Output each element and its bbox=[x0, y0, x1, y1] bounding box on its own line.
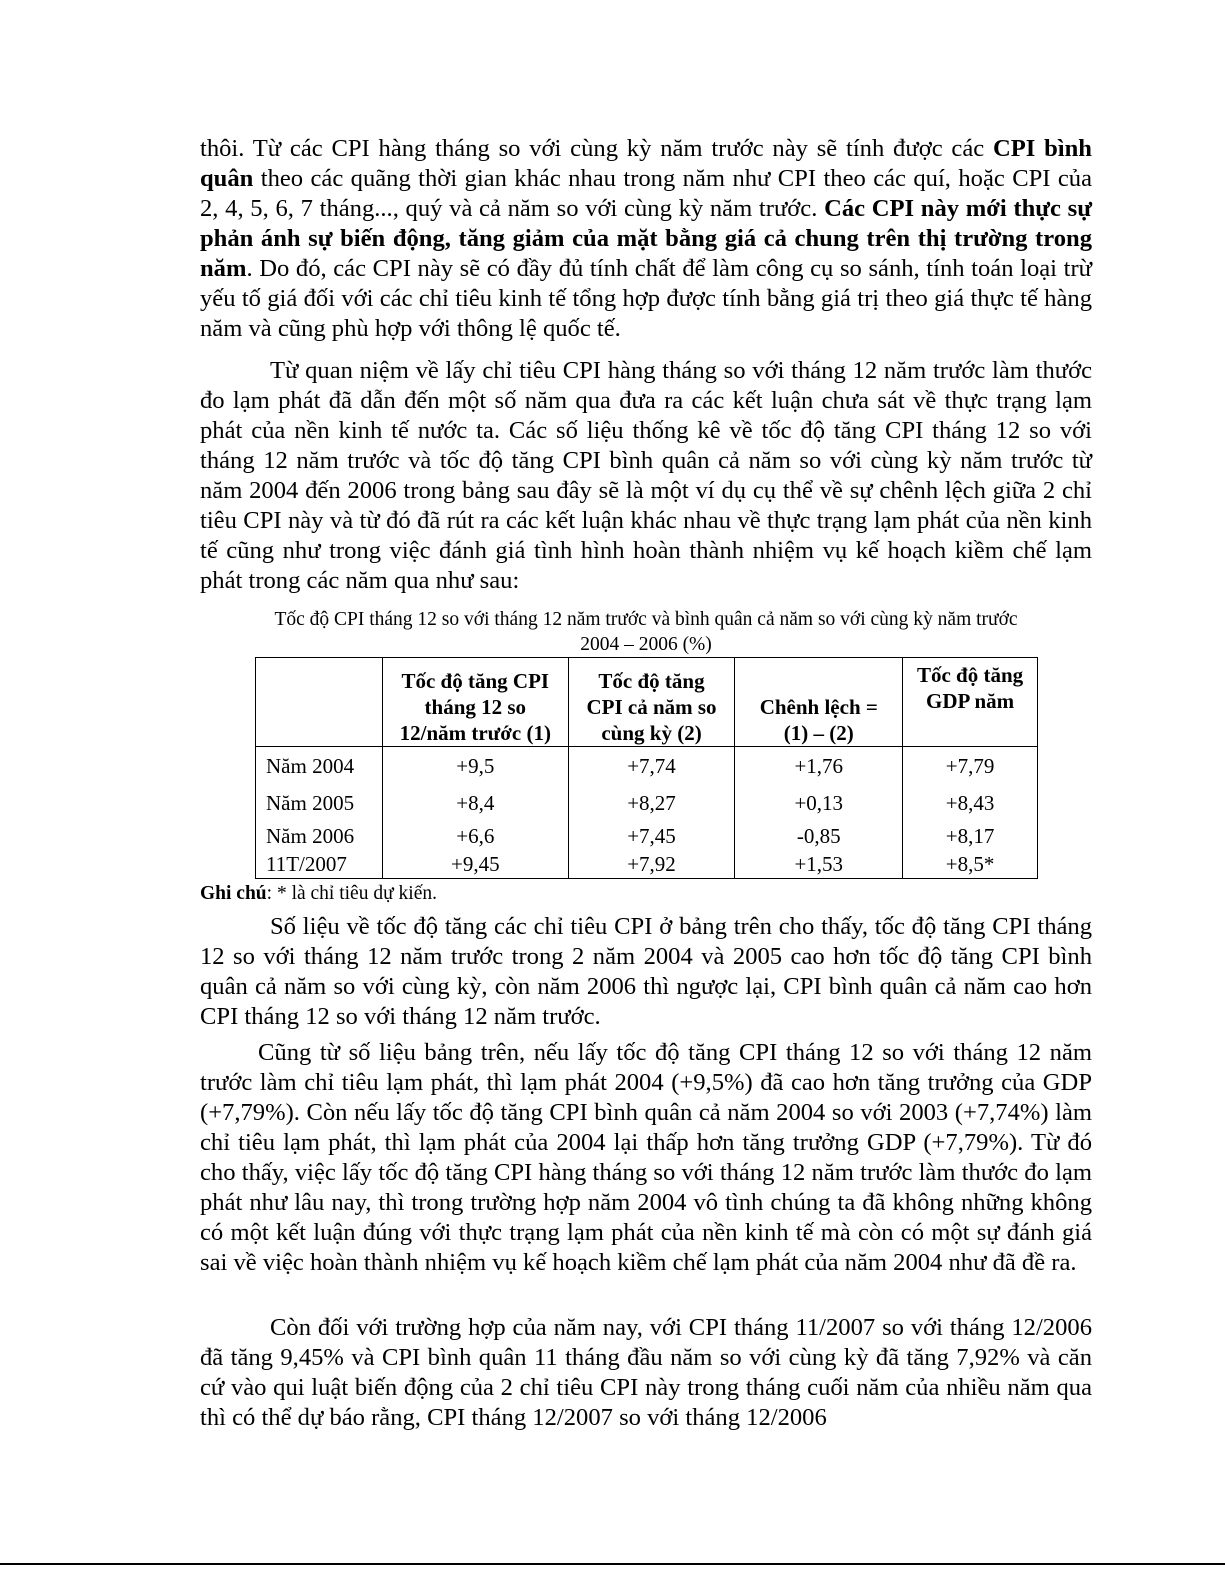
para1-text-3: . Do đó, các CPI này sẽ có đầy đủ tính chất để làm công cụ so sánh, tính toán loại trừ yếu tố giá đối với các chỉ tiêu kinh tế tổng hợp được tính bằng giá trị theo giá thực tế hàng năm và cũng phù hợp với thông lệ quốc tế. bbox=[200, 255, 1092, 342]
paragraph-cpi-average bbox=[200, 134, 1092, 344]
cell-difference: +1,53 bbox=[735, 851, 903, 879]
cell-difference: -0,85 bbox=[735, 821, 903, 851]
note-text: : * là chỉ tiêu dự kiến. bbox=[266, 883, 437, 904]
row-label: Năm 2005 bbox=[256, 785, 383, 821]
table-note bbox=[200, 882, 437, 906]
table-row bbox=[256, 785, 1038, 821]
cell-gdp: +7,79 bbox=[903, 747, 1038, 785]
paragraph-current-year: Còn đối với trường hợp của năm nay, với CPI tháng 11/2007 so với tháng 12/2006 đã tăng 9,45% và CPI bình quân 11 tháng đầu năm so với cùng kỳ đã tăng 7,92% và căn cứ vào qui luật biến động của 2 chỉ tiêu CPI này trong tháng cuối năm của nhiều năm qua thì có thể dự báo rằng, CPI tháng 12/2007 so với tháng 12/2006 bbox=[200, 1314, 1092, 1431]
table-caption-line-2: 2004 – 2006 (%) bbox=[580, 634, 712, 655]
table-header-row bbox=[256, 658, 1038, 747]
cell-cpi-dec: +9,45 bbox=[382, 851, 568, 879]
cell-gdp: +8,43 bbox=[903, 785, 1038, 821]
para1-bold-1: CPI bình quân bbox=[200, 135, 1092, 192]
para1-bold-2: Các CPI này mới thực sự phản ánh sự biến động, tăng giảm của mặt bằng giá cả chung trên thị trường trong năm bbox=[200, 195, 1093, 282]
row-label: Năm 2004 bbox=[256, 747, 383, 785]
cell-cpi-dec: +6,6 bbox=[382, 821, 568, 851]
page-bottom-rule bbox=[0, 1563, 1225, 1565]
cell-cpi-year: +7,92 bbox=[568, 851, 735, 879]
para1-text-2: theo các quãng thời gian khác nhau trong năm như CPI theo các quí, hoặc CPI của 2, 4, 5, 6, 7 tháng..., quý và cả năm so với cùng kỳ năm trước. bbox=[200, 165, 1092, 222]
header-difference: Chênh lệch = (1) – (2) bbox=[735, 658, 903, 747]
header-empty bbox=[256, 658, 383, 747]
table-row bbox=[256, 821, 1038, 851]
table-caption-line-1: Tốc độ CPI tháng 12 so với tháng 12 năm trước và bình quân cả năm so với cùng kỳ năm trước bbox=[274, 609, 1018, 630]
cell-difference: +1,76 bbox=[735, 747, 903, 785]
header-cpi-dec: Tốc độ tăng CPI tháng 12 so 12/năm trước (1) bbox=[382, 658, 568, 747]
paragraph-inflation-measure: Từ quan niệm về lấy chỉ tiêu CPI hàng tháng so với tháng 12 năm trước làm thước đo lạm phát đã dẫn đến một số năm qua đưa ra các kết luận chưa sát về thực trạng lạm phát của nền kinh tế nước ta. Các số liệu thống kê về tốc độ tăng CPI tháng 12 so với tháng 12 năm trước và tốc độ tăng CPI bình quân cả năm so với cùng kỳ năm trước từ năm 2004 đến 2006 trong bảng sau đây sẽ là một ví dụ cụ thể về sự chênh lệch giữa 2 chỉ tiêu CPI này và từ đó đã rút ra các kết luận khác nhau về thực trạng lạm phát của nền kinh tế cũng như trong việc đánh giá tình hình hoàn thành nhiệm vụ kế hoạch kiềm chế lạm phát trong các năm qua như sau: bbox=[200, 357, 1092, 594]
cell-cpi-dec: +9,5 bbox=[382, 747, 568, 785]
cell-difference: +0,13 bbox=[735, 785, 903, 821]
paragraph-table-analysis: Số liệu về tốc độ tăng các chỉ tiêu CPI ở bảng trên cho thấy, tốc độ tăng CPI tháng 12 so với tháng 12 năm trước trong 2 năm 2004 và 2005 cao hơn tốc độ tăng CPI bình quân cả năm so với cùng kỳ, còn năm 2006 thì ngược lại, CPI bình quân cả năm cao hơn CPI tháng 12 so với tháng 12 năm trước. bbox=[200, 913, 1092, 1030]
cpi-table bbox=[255, 657, 1038, 879]
cell-cpi-dec: +8,4 bbox=[382, 785, 568, 821]
cell-cpi-year: +7,74 bbox=[568, 747, 735, 785]
header-cpi-year: Tốc độ tăng CPI cả năm so cùng kỳ (2) bbox=[568, 658, 735, 747]
cell-gdp: +8,5* bbox=[903, 851, 1038, 879]
table-row bbox=[256, 851, 1038, 879]
paragraph-inflation-2004: Cũng từ số liệu bảng trên, nếu lấy tốc độ tăng CPI tháng 12 so với tháng 12 năm trước làm chỉ tiêu lạm phát, thì lạm phát 2004 (+9,5%) đã cao hơn tăng trưởng của GDP (+7,79%). Còn nếu lấy tốc độ tăng CPI bình quân cả năm 2004 so với 2003 (+7,74%) làm chỉ tiêu lạm phát, thì lạm phát của 2004 lại thấp hơn tăng trưởng GDP (+7,79%). Từ đó cho thấy, việc lấy tốc độ tăng CPI hàng tháng so với tháng 12 năm trước làm thước đo lạm phát như lâu nay, thì trong trường hợp năm 2004 vô tình chúng ta đã không những không có một kết luận đúng với thực trạng lạm phát của nền kinh tế mà còn có một sự đánh giá sai về việc hoàn thành nhiệm vụ kế hoạch kiềm chế lạm phát của năm 2004 như đã đề ra. bbox=[200, 1039, 1092, 1276]
note-label: Ghi chú bbox=[200, 883, 267, 904]
para1-text-1: thôi. Từ các CPI hàng tháng so với cùng kỳ năm trước này sẽ tính được các bbox=[200, 135, 993, 162]
row-label: Năm 2006 bbox=[256, 821, 383, 851]
header-gdp: Tốc độ tăng GDP năm bbox=[903, 658, 1038, 747]
row-label: 11T/2007 bbox=[256, 851, 383, 879]
cell-cpi-year: +7,45 bbox=[568, 821, 735, 851]
cell-cpi-year: +8,27 bbox=[568, 785, 735, 821]
cell-gdp: +8,17 bbox=[903, 821, 1038, 851]
table-row bbox=[256, 747, 1038, 785]
